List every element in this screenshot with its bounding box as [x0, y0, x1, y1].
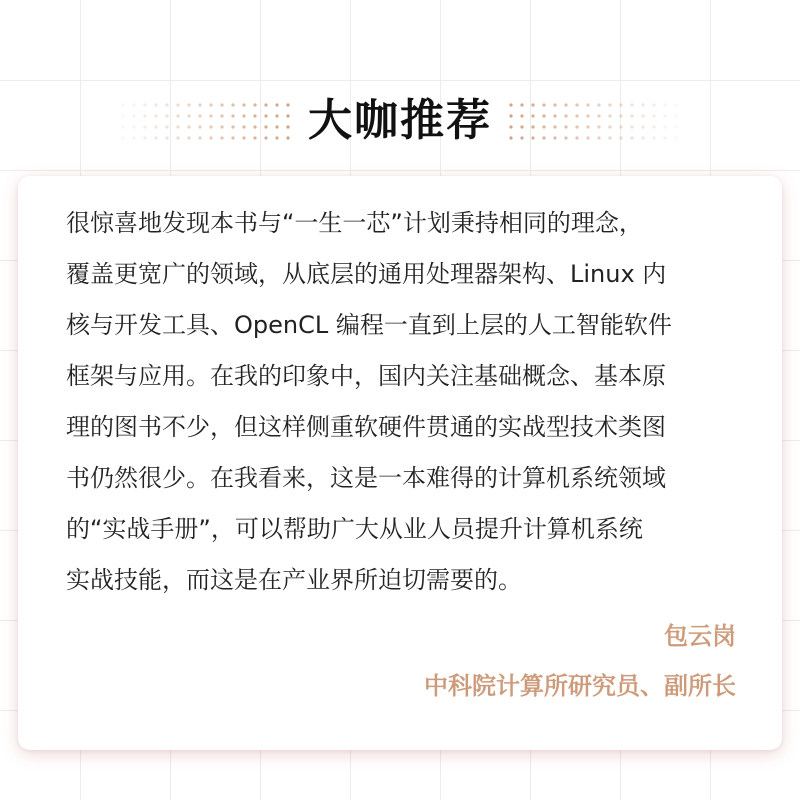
decorative-dot — [121, 103, 124, 106]
decorative-dot — [531, 114, 534, 117]
decorative-dot — [231, 103, 234, 106]
decorative-dot — [531, 136, 534, 139]
decorative-dot — [674, 125, 677, 128]
decorative-dot — [264, 136, 267, 139]
decorative-dot — [253, 125, 256, 128]
decorative-dot — [575, 125, 578, 128]
decorative-dot — [165, 114, 168, 117]
decorative-dot — [286, 136, 289, 139]
decorative-dot — [553, 125, 556, 128]
decorative-dot — [132, 114, 135, 117]
quote-line: 实战技能，而这是在产业界所迫切需要的。 — [66, 566, 522, 594]
decorative-dot — [553, 136, 556, 139]
decorative-dot — [231, 114, 234, 117]
decorative-dot — [176, 114, 179, 117]
decorative-dot — [165, 136, 168, 139]
decorative-dot — [520, 103, 523, 106]
decorative-dot — [652, 136, 655, 139]
decorative-dot — [165, 125, 168, 128]
decorative-dot — [608, 103, 611, 106]
decorative-dot — [619, 103, 622, 106]
decorative-dot — [264, 114, 267, 117]
decorative-dot — [630, 114, 633, 117]
decorative-dot — [597, 114, 600, 117]
decorative-dot — [608, 125, 611, 128]
decorative-dot — [531, 103, 534, 106]
decorative-dot — [641, 136, 644, 139]
decorative-dot — [542, 136, 545, 139]
decorative-dot — [674, 103, 677, 106]
decorative-dot — [619, 136, 622, 139]
decorative-dot — [143, 136, 146, 139]
decorative-dots-right — [506, 101, 682, 141]
decorative-dot — [198, 136, 201, 139]
decorative-dot — [143, 125, 146, 128]
decorative-dot — [509, 103, 512, 106]
decorative-dot — [286, 103, 289, 106]
decorative-dot — [187, 136, 190, 139]
decorative-dot — [275, 103, 278, 106]
decorative-dot — [542, 103, 545, 106]
decorative-dot — [132, 125, 135, 128]
decorative-dot — [253, 114, 256, 117]
decorative-dot — [663, 114, 666, 117]
decorative-dot — [242, 114, 245, 117]
decorative-dot — [143, 114, 146, 117]
decorative-dot — [553, 114, 556, 117]
decorative-dot — [652, 114, 655, 117]
decorative-dot — [121, 136, 124, 139]
decorative-dot — [509, 125, 512, 128]
decorative-dot — [553, 103, 556, 106]
decorative-dot — [176, 136, 179, 139]
decorative-dot — [586, 136, 589, 139]
decorative-dot — [597, 103, 600, 106]
decorative-dot — [641, 114, 644, 117]
decorative-dot — [187, 103, 190, 106]
decorative-dot — [619, 114, 622, 117]
decorative-dot — [652, 125, 655, 128]
decorative-dot — [154, 136, 157, 139]
decorative-dot — [575, 103, 578, 106]
decorative-dot — [154, 125, 157, 128]
decorative-dot — [209, 136, 212, 139]
decorative-dot — [597, 125, 600, 128]
decorative-dot — [132, 103, 135, 106]
decorative-dot — [132, 136, 135, 139]
decorative-dot — [154, 103, 157, 106]
decorative-dot — [542, 125, 545, 128]
decorative-dot — [575, 136, 578, 139]
decorative-dot — [264, 125, 267, 128]
decorative-dot — [542, 114, 545, 117]
decorative-dot — [253, 136, 256, 139]
decorative-dot — [187, 114, 190, 117]
decorative-dot — [154, 114, 157, 117]
decorative-dot — [641, 103, 644, 106]
decorative-dot — [597, 136, 600, 139]
decorative-dot — [531, 125, 534, 128]
decorative-dot — [220, 136, 223, 139]
decorative-dot — [198, 103, 201, 106]
decorative-dot — [509, 136, 512, 139]
decorative-dot — [564, 114, 567, 117]
section-header — [0, 88, 800, 154]
quote-text — [66, 198, 746, 606]
decorative-dots-left — [118, 101, 294, 141]
decorative-dot — [209, 125, 212, 128]
decorative-dot — [520, 114, 523, 117]
quote-line: 核与开发工具、OpenCL 编程一直到上层的人工智能软件 — [66, 311, 672, 339]
quote-line: 理的图书不少，但这样侧重软硬件贯通的实战型技术类图 — [66, 413, 666, 441]
decorative-dot — [198, 114, 201, 117]
decorative-dot — [286, 114, 289, 117]
decorative-dot — [121, 125, 124, 128]
decorative-dot — [143, 103, 146, 106]
decorative-dot — [630, 125, 633, 128]
decorative-dot — [608, 136, 611, 139]
decorative-dot — [564, 125, 567, 128]
recommendation-card — [18, 176, 782, 750]
decorative-dot — [586, 114, 589, 117]
decorative-dot — [165, 103, 168, 106]
decorative-dot — [663, 136, 666, 139]
decorative-dot — [575, 114, 578, 117]
decorative-dot — [198, 125, 201, 128]
decorative-dot — [509, 114, 512, 117]
quote-line: 覆盖更宽广的领域，从底层的通用处理器架构、Linux 内 — [66, 260, 667, 288]
decorative-dot — [619, 125, 622, 128]
decorative-dot — [253, 103, 256, 106]
decorative-dot — [275, 125, 278, 128]
quote-line: 书仍然很少。在我看来，这是一本难得的计算机系统领域 — [66, 464, 666, 492]
decorative-dot — [176, 125, 179, 128]
quote-line: 的“实战手册”，可以帮助广大从业人员提升计算机系统 — [66, 515, 643, 543]
decorative-dot — [231, 125, 234, 128]
quote-line: 框架与应用。在我的印象中，国内关注基础概念、基本原 — [66, 362, 666, 390]
decorative-dot — [520, 125, 523, 128]
decorative-dot — [652, 103, 655, 106]
decorative-dot — [209, 114, 212, 117]
decorative-dot — [586, 103, 589, 106]
decorative-dot — [564, 103, 567, 106]
decorative-dot — [520, 136, 523, 139]
decorative-dot — [641, 125, 644, 128]
decorative-dot — [663, 103, 666, 106]
decorative-dot — [663, 125, 666, 128]
decorative-dot — [220, 103, 223, 106]
decorative-dot — [220, 114, 223, 117]
decorative-dot — [242, 136, 245, 139]
decorative-dot — [586, 125, 589, 128]
decorative-dot — [242, 103, 245, 106]
decorative-dot — [674, 136, 677, 139]
decorative-dot — [242, 125, 245, 128]
decorative-dot — [674, 114, 677, 117]
decorative-dot — [264, 103, 267, 106]
decorative-dot — [209, 103, 212, 106]
decorative-dot — [275, 114, 278, 117]
decorative-dot — [630, 136, 633, 139]
decorative-dot — [121, 114, 124, 117]
author-name: 包云岗 — [664, 622, 736, 650]
author-title: 中科院计算所研究员、副所长 — [424, 672, 736, 700]
decorative-dot — [176, 103, 179, 106]
decorative-dot — [564, 136, 567, 139]
decorative-dot — [275, 136, 278, 139]
decorative-dot — [286, 125, 289, 128]
decorative-dot — [608, 114, 611, 117]
section-title: 大咖推荐 — [308, 95, 492, 146]
decorative-dot — [630, 103, 633, 106]
decorative-dot — [220, 125, 223, 128]
quote-line: 很惊喜地发现本书与“一生一芯”计划秉持相同的理念， — [66, 209, 643, 237]
decorative-dot — [187, 125, 190, 128]
decorative-dot — [231, 136, 234, 139]
